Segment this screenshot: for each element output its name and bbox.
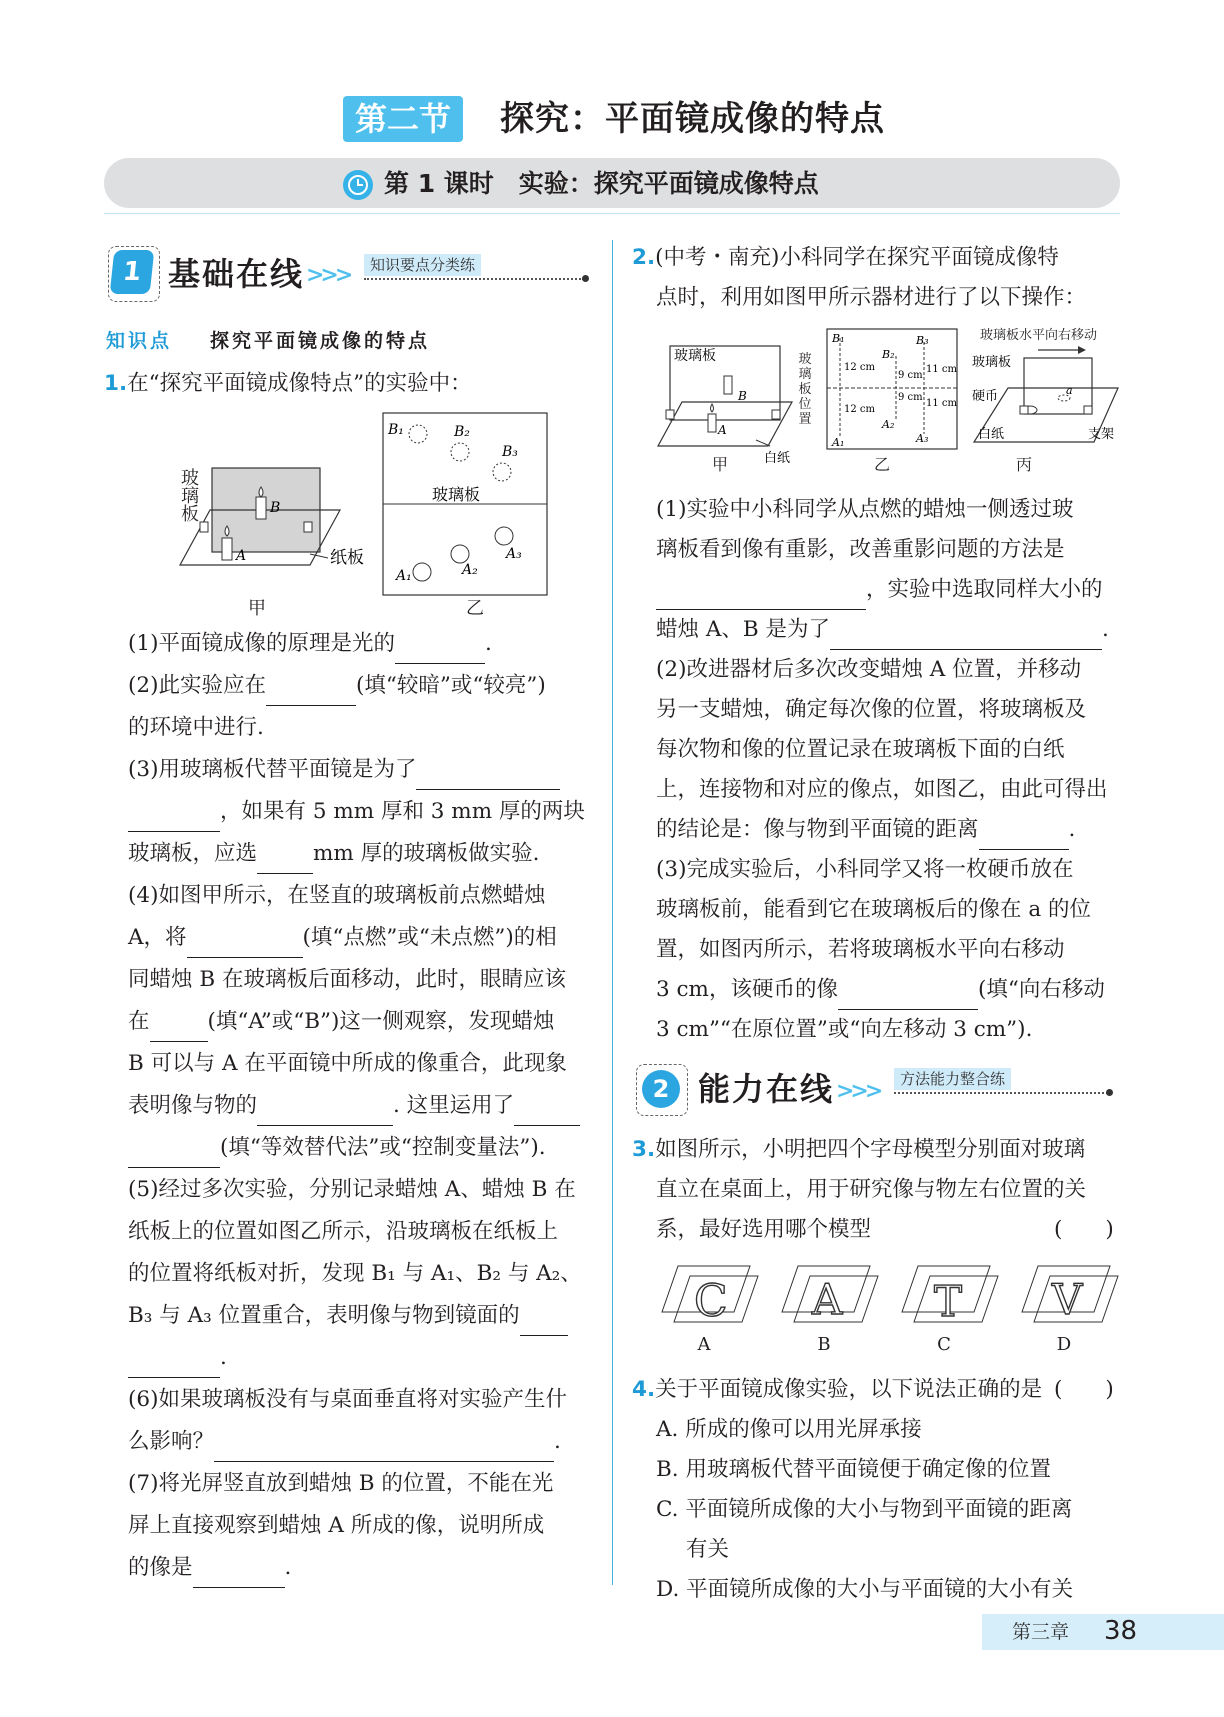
- label-a: A: [236, 548, 247, 564]
- label-glass: 玻璃板: [674, 348, 716, 364]
- option-label: D: [1056, 1334, 1072, 1355]
- label-a1: A₁: [396, 568, 412, 584]
- q4-answer-paren[interactable]: ( ): [1054, 1377, 1114, 1402]
- label-b2: B₂: [454, 424, 470, 440]
- model-a-figure: [774, 1258, 884, 1328]
- q4-option-c-cont: 有关: [686, 1537, 730, 1562]
- q1-figure-yi: [382, 412, 548, 596]
- letter-model: T: [934, 1277, 963, 1326]
- q1-line: (6)如果玻璃板没有与桌面垂直将对实验产生什: [128, 1387, 567, 1412]
- q1-line: 的像是 .: [128, 1548, 291, 1588]
- label-paper: 白纸: [978, 427, 1005, 442]
- answer-blank[interactable]: [193, 1557, 285, 1588]
- q1-line: 的环境中进行.: [128, 715, 264, 740]
- label-a3: A₃: [916, 432, 929, 445]
- model-option-b[interactable]: [774, 1258, 884, 1355]
- section-badge: 第二节: [343, 96, 463, 142]
- label-a3: A₃: [506, 546, 522, 562]
- label-9cm: 9 cm: [898, 392, 923, 403]
- label-b1: B₁: [832, 332, 845, 345]
- option-label: C: [937, 1334, 951, 1355]
- label-12cm: 12 cm: [844, 404, 875, 415]
- part1-badge-frame: [108, 246, 160, 302]
- q4-option-d[interactable]: D. 平面镜所成像的大小与平面镜的大小有关: [656, 1577, 1074, 1602]
- paper-frame-shape: [827, 329, 957, 449]
- label-b: B: [270, 500, 281, 516]
- part2-number-badge: 2: [642, 1070, 680, 1108]
- q2-line: (2)改进器材后多次改变蜡烛 A 位置，并移动: [656, 657, 1082, 682]
- q1-figure-yi-label: 乙: [466, 598, 484, 619]
- model-option-c[interactable]: [894, 1258, 1004, 1355]
- q2-line: 3 cm”“在原位置”或“向左移动 3 cm”).: [656, 1017, 1033, 1042]
- q1-line: (2)此实验应在 (填“较暗”或“较亮”): [128, 666, 546, 706]
- label-paper: 白纸: [764, 451, 791, 466]
- label-b2: B₂: [882, 348, 895, 361]
- q1-line: (3)用玻璃板代替平面镜是为了: [128, 750, 560, 790]
- answer-blank[interactable]: [416, 759, 560, 790]
- candle-a-shape: [708, 414, 716, 432]
- q2-figure-bing-label: 丙: [1016, 455, 1033, 474]
- q1-line: B₃ 与 A₃ 位置重合，表明像与物到镜面的: [128, 1296, 568, 1336]
- label-glass-vertical: 玻 璃 板: [181, 468, 199, 525]
- q1-line: (4)如图甲所示，在竖直的玻璃板前点燃蜡烛: [128, 883, 546, 908]
- answer-blank[interactable]: [257, 1095, 393, 1126]
- stand-shape: [772, 410, 780, 419]
- chevrons-icon: >>>: [836, 1078, 880, 1104]
- label-glass: 玻璃板: [972, 355, 1012, 370]
- part1-number-badge: 1: [110, 250, 155, 294]
- arrow-head-icon: [1078, 346, 1086, 354]
- model-option-d[interactable]: [1014, 1258, 1124, 1355]
- label-12cm: 12 cm: [844, 362, 875, 373]
- q1-line: 玻璃板，应选 mm 厚的玻璃板做实验.: [128, 834, 539, 874]
- part2-subtitle: 方法能力整合练: [894, 1068, 1011, 1090]
- q1-line: (7)将光屏竖直放到蜡烛 B 的位置，不能在光: [128, 1471, 554, 1496]
- answer-blank[interactable]: [838, 979, 978, 1010]
- lesson-title: 第 1 课时 实验：探究平面镜成像特点: [384, 169, 819, 198]
- answer-blank[interactable]: [214, 1431, 554, 1462]
- q2-figure-yi-label: 乙: [874, 455, 891, 474]
- option-label: B: [817, 1334, 831, 1355]
- q4-option-a[interactable]: A. 所成的像可以用光屏承接: [656, 1417, 922, 1442]
- q1-figure-jia: [170, 450, 370, 620]
- label-b3: B₃: [916, 334, 929, 347]
- answer-blank[interactable]: [395, 633, 485, 664]
- q1-line: A，将 (填“点燃”或“未点燃”)的相: [128, 918, 557, 958]
- label-paper: 纸板: [330, 548, 364, 568]
- q2-line: 每次物和像的位置记录在玻璃板下面的白纸: [656, 737, 1065, 762]
- clock-icon: [343, 170, 373, 200]
- model-option-a[interactable]: [654, 1258, 764, 1355]
- q2-number: 2.: [632, 245, 656, 270]
- label-move-right: 玻璃板水平向右移动: [980, 328, 1098, 343]
- q2-line: ，实验中选取同样大小的: [656, 570, 1103, 610]
- q2-line: 置，如图丙所示，若将玻璃板水平向右移动: [656, 937, 1065, 962]
- letter-model: V: [1052, 1275, 1083, 1324]
- label-b: B: [738, 389, 747, 403]
- lesson-bar-underline: [104, 213, 1120, 214]
- q2-line: 另一支蜡烛，确定每次像的位置，将玻璃板及: [656, 697, 1087, 722]
- candle-a-shape: [222, 538, 232, 560]
- q2-stem: 2.(中考・南充)小科同学在探究平面镜成像特: [632, 245, 1059, 270]
- q1-line: 同蜡烛 B 在玻璃板后面移动，此时，眼睛应该: [128, 967, 566, 992]
- page-number: 38: [1104, 1616, 1138, 1646]
- dot-icon: [1106, 1089, 1113, 1096]
- q1-figure-jia-label: 甲: [248, 598, 266, 619]
- label-a: A: [718, 423, 727, 437]
- flame-icon: [259, 487, 263, 497]
- candle-b-shape: [724, 376, 732, 394]
- label-a: a: [1066, 384, 1073, 397]
- candle-b-shape: [256, 497, 266, 519]
- label-stand: 支架: [1088, 427, 1115, 442]
- label-a2: A₂: [882, 418, 895, 431]
- q1-line: B 可以与 A 在平面镜中所成的像重合，此现象: [128, 1051, 567, 1076]
- label-glass: 玻璃板: [432, 485, 481, 504]
- q1-line: 么影响？ .: [128, 1422, 561, 1462]
- flame-icon: [225, 526, 229, 536]
- q1-line: 的位置将纸板对折，发现 B₁ 与 A₁、B₂ 与 A₂、: [128, 1261, 582, 1286]
- q1-line: 表明像与物的 . 这里运用了: [128, 1086, 580, 1126]
- q2-figure-yi: [826, 328, 958, 450]
- q3-line: 系，最好选用哪个模型: [656, 1217, 872, 1242]
- footer-chapter: 第三章: [1012, 1621, 1070, 1643]
- stand-shape: [666, 410, 674, 419]
- q3-line: 3.如图所示，小明把四个字母模型分别面对玻璃: [632, 1137, 1086, 1162]
- q1-line: (填“等效替代法”或“控制变量法”).: [128, 1128, 546, 1168]
- answer-blank[interactable]: [514, 1095, 580, 1126]
- q1-line: .: [128, 1338, 227, 1378]
- label-b3: B₃: [502, 444, 518, 460]
- label-a2: A₂: [462, 562, 478, 578]
- q2-line: (1)实验中小科同学从点燃的蜡烛一侧透过玻: [656, 497, 1074, 522]
- q2-stem-line2: 点时，利用如图甲所示器材进行了以下操作：: [656, 285, 1087, 310]
- answer-blank[interactable]: [656, 579, 866, 610]
- answer-blank[interactable]: [128, 1137, 220, 1168]
- q4-option-c[interactable]: C. 平面镜所成像的大小与物到平面镜的距离: [656, 1497, 1073, 1522]
- dot-icon: [582, 275, 589, 282]
- model-v-figure: [1014, 1258, 1124, 1328]
- q2-line: 玻璃板前，能看到它在玻璃板后的像在 a 的位: [656, 897, 1091, 922]
- label-11cm: 11 cm: [926, 398, 957, 409]
- leader-line: [310, 554, 328, 558]
- q2-line: 的结论是：像与物到平面镜的距离 .: [656, 810, 1075, 850]
- stand-shape: [1020, 406, 1028, 414]
- q2-line: (3)完成实验后，小科同学又将一枚硬币放在: [656, 857, 1074, 882]
- q3-line: 直立在桌面上，用于研究像与物左右位置的关: [656, 1177, 1087, 1202]
- model-c-figure: [654, 1258, 764, 1328]
- answer-blank[interactable]: [979, 819, 1069, 850]
- stand-shape: [1084, 406, 1092, 414]
- q2-line: 3 cm，该硬币的像 (填“向右移动: [656, 970, 1105, 1010]
- q3-answer-paren[interactable]: ( ): [1054, 1217, 1114, 1242]
- answer-blank[interactable]: [266, 675, 356, 706]
- answer-blank[interactable]: [187, 927, 303, 958]
- knowledge-point-label: 知识点: [106, 330, 173, 352]
- letter-model: C: [694, 1276, 728, 1327]
- q2-line: 蜡烛 A、B 是为了 .: [656, 610, 1109, 650]
- section-title: 探究：平面镜成像的特点: [500, 99, 885, 139]
- part1-subtitle: 知识要点分类练: [364, 254, 481, 276]
- answer-blank[interactable]: [830, 619, 1102, 650]
- flame-icon: [711, 404, 714, 412]
- letter-model: A: [812, 1275, 843, 1324]
- part2-dotline: [894, 1092, 1108, 1094]
- q1-line: (1)平面镜成像的原理是光的 .: [128, 624, 492, 664]
- stand-shape: [200, 522, 208, 532]
- answer-blank[interactable]: [257, 843, 313, 874]
- part1-title: 基础在线: [168, 255, 305, 293]
- model-t-figure: [894, 1258, 1004, 1328]
- q1-line: ，如果有 5 mm 厚和 3 mm 厚的两块: [128, 792, 585, 832]
- q1-stem: 1.在“探究平面镜成像特点”的实验中：: [104, 371, 472, 396]
- q3-number: 3.: [632, 1137, 656, 1162]
- label-coin: 硬币: [972, 389, 999, 404]
- q1-number: 1.: [104, 371, 128, 396]
- q2-figure-jia-label: 甲: [712, 455, 729, 474]
- part2-title: 能力在线: [698, 1070, 835, 1108]
- q4-option-b[interactable]: B. 用玻璃板代替平面镜便于确定像的位置: [656, 1457, 1051, 1482]
- q1-line: 纸板上的位置如图乙所示，沿玻璃板在纸板上: [128, 1219, 559, 1244]
- q1-line: (5)经过多次实验，分别记录蜡烛 A、蜡烛 B 在: [128, 1177, 576, 1202]
- q4-number: 4.: [632, 1377, 656, 1402]
- q2-figure-bing: [968, 340, 1124, 452]
- answer-blank[interactable]: [128, 801, 220, 832]
- q1-line: 屏上直接观察到蜡烛 A 所成的像，说明所成: [128, 1513, 545, 1538]
- label-b1: B₁: [388, 422, 404, 438]
- q2-line: 上，连接物和对应的像点，如图乙，由此可得出: [656, 777, 1108, 802]
- q3-letter-models: [654, 1258, 1124, 1358]
- part1-dotline: [364, 278, 584, 280]
- column-divider: [612, 240, 613, 1585]
- q2-line: 璃板看到像有重影，改善重影问题的方法是: [656, 537, 1065, 562]
- answer-blank[interactable]: [128, 1347, 220, 1378]
- leader-line: [756, 440, 770, 446]
- label-9cm: 9 cm: [898, 370, 923, 381]
- label-glass-position: 玻 璃 板 位 置: [798, 352, 812, 427]
- option-label: A: [697, 1334, 711, 1355]
- chevrons-icon: >>>: [306, 262, 350, 288]
- label-a1: A₁: [832, 436, 845, 449]
- label-11cm: 11 cm: [926, 364, 957, 375]
- glass-plate-shape: [1024, 358, 1092, 414]
- q1-line: 在 (填“A”或“B”)这一侧观察，发现蜡烛: [128, 1002, 554, 1042]
- answer-blank[interactable]: [150, 1011, 208, 1042]
- knowledge-point-title: 探究平面镜成像的特点: [210, 330, 431, 352]
- q4-stem: 4.关于平面镜成像实验，以下说法正确的是: [632, 1377, 1043, 1402]
- stand-shape: [304, 522, 312, 532]
- answer-blank[interactable]: [520, 1305, 568, 1336]
